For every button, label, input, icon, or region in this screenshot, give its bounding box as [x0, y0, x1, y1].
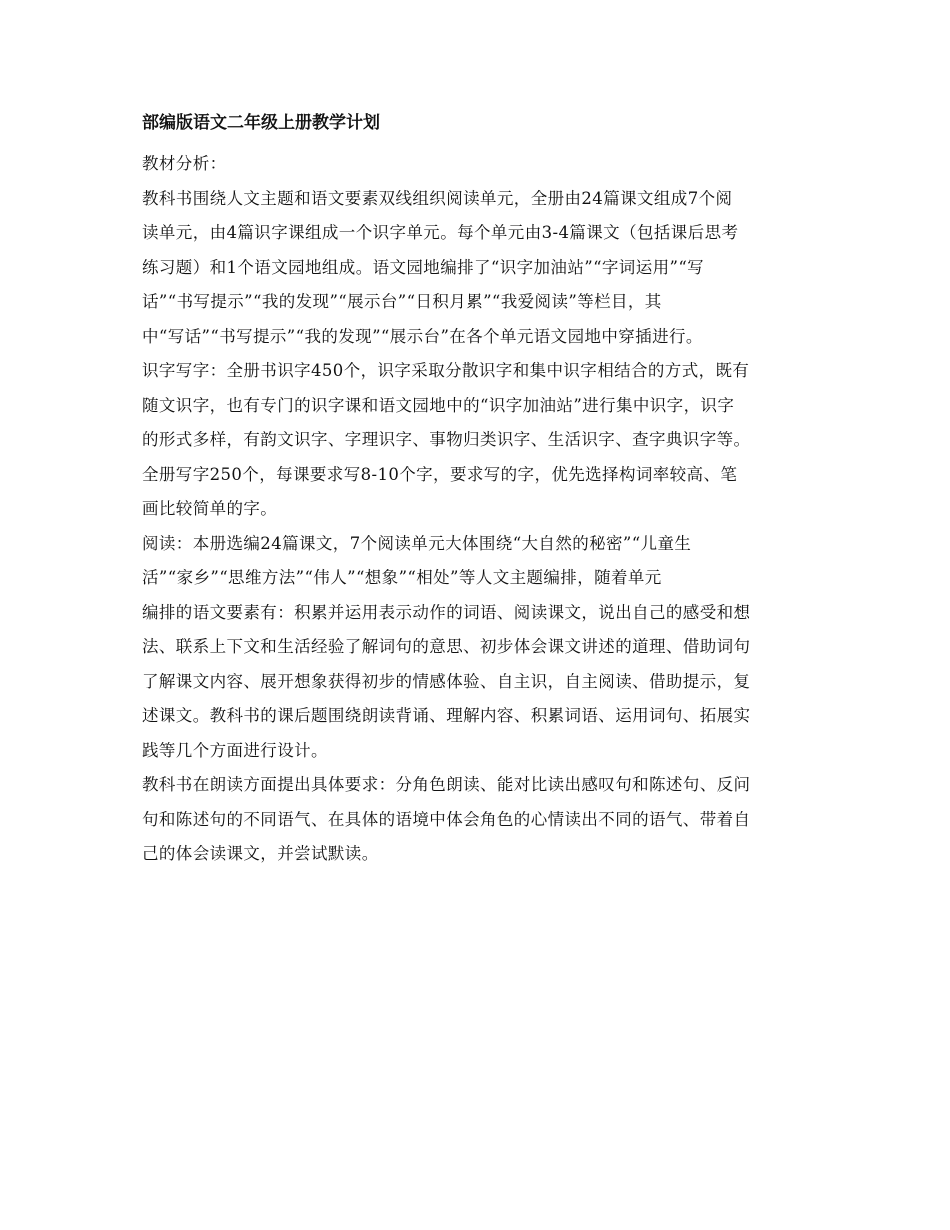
document-body: [142, 112, 822, 872]
paragraph-line: 话”“书写提示”“我的发现”“展示台”“日积月累”“我爱阅读”等栏目，其: [142, 292, 662, 311]
paragraph-line: 识字写字：全册书识字450个，识字采取分散识字和集中识字相结合的方式，既有: [142, 361, 750, 380]
paragraph-line: 了解课文内容、展开想象获得初步的情感体验、自主识，自主阅读、借助提示，复: [142, 671, 751, 691]
paragraph-line: 编排的语文要素有：积累并运用表示动作的词语、阅读课文，说出自己的感受和想: [142, 602, 751, 622]
paragraph-line: 教科书在朗读方面提出具体要求：分角色朗读、能对比读出感叹句和陈述句、反问: [142, 775, 751, 794]
paragraph-line: 法、联系上下文和生活经验了解词句的意思、初步体会课文讲述的道理、借助词句: [142, 637, 751, 656]
paragraph-line: 教科书围绕人文主题和语文要素双线组织阅读单元，全册由24篇课文组成7个阅: [142, 188, 733, 208]
section-heading-textbook-analysis: 教材分析：: [142, 154, 227, 173]
paragraph-line: 句和陈述句的不同语气、在具体的语境中体会角色的心情读出不同的语气、带着自: [142, 809, 751, 829]
paragraph-line: 的形式多样，有韵文识字、字理识字、事物归类识字、生活识字、查字典识字等。: [142, 430, 751, 449]
paragraph-line: 践等几个方面进行设计。: [142, 740, 328, 760]
paragraph-line: 活”“家乡”“思维方法”“伟人”“想象”“相处”等人文主题编排，随着单元: [142, 568, 662, 587]
paragraph-line: 阅读：本册选编24篇课文，7个阅读单元大体围绕“大自然的秘密”“儿童生: [142, 533, 692, 553]
paragraph-line: 随文识字，也有专门的识字课和语文园地中的“识字加油站”进行集中识字，识字: [142, 395, 735, 415]
paragraph-line: 读单元，由4篇识字课组成一个识字单元。每个单元由3-4篇课文（包括课后思考: [142, 223, 739, 242]
paragraph-line: 画比较简单的字。: [142, 499, 278, 518]
document-title: 部编版语文二年级上册教学计划: [142, 113, 380, 133]
paragraph-line: 中“写话”“书写提示”“我的发现”“展示台”在各个单元语文园地中穿插进行。: [142, 326, 703, 346]
paragraph-line: 己的体会读课文，并尝试默读。: [142, 844, 379, 863]
paragraph-line: 述课文。教科书的课后题围绕朗读背诵、理解内容、积累词语、运用词句、拓展实: [142, 706, 751, 725]
paragraph-line: 全册写字250个，每课要求写8-10个字，要求写的字，优先选择构词率较高、笔: [142, 464, 738, 484]
paragraph-line: 练习题）和1个语文园地组成。语文园地编排了“识字加油站”“字词运用”“写: [142, 257, 705, 277]
